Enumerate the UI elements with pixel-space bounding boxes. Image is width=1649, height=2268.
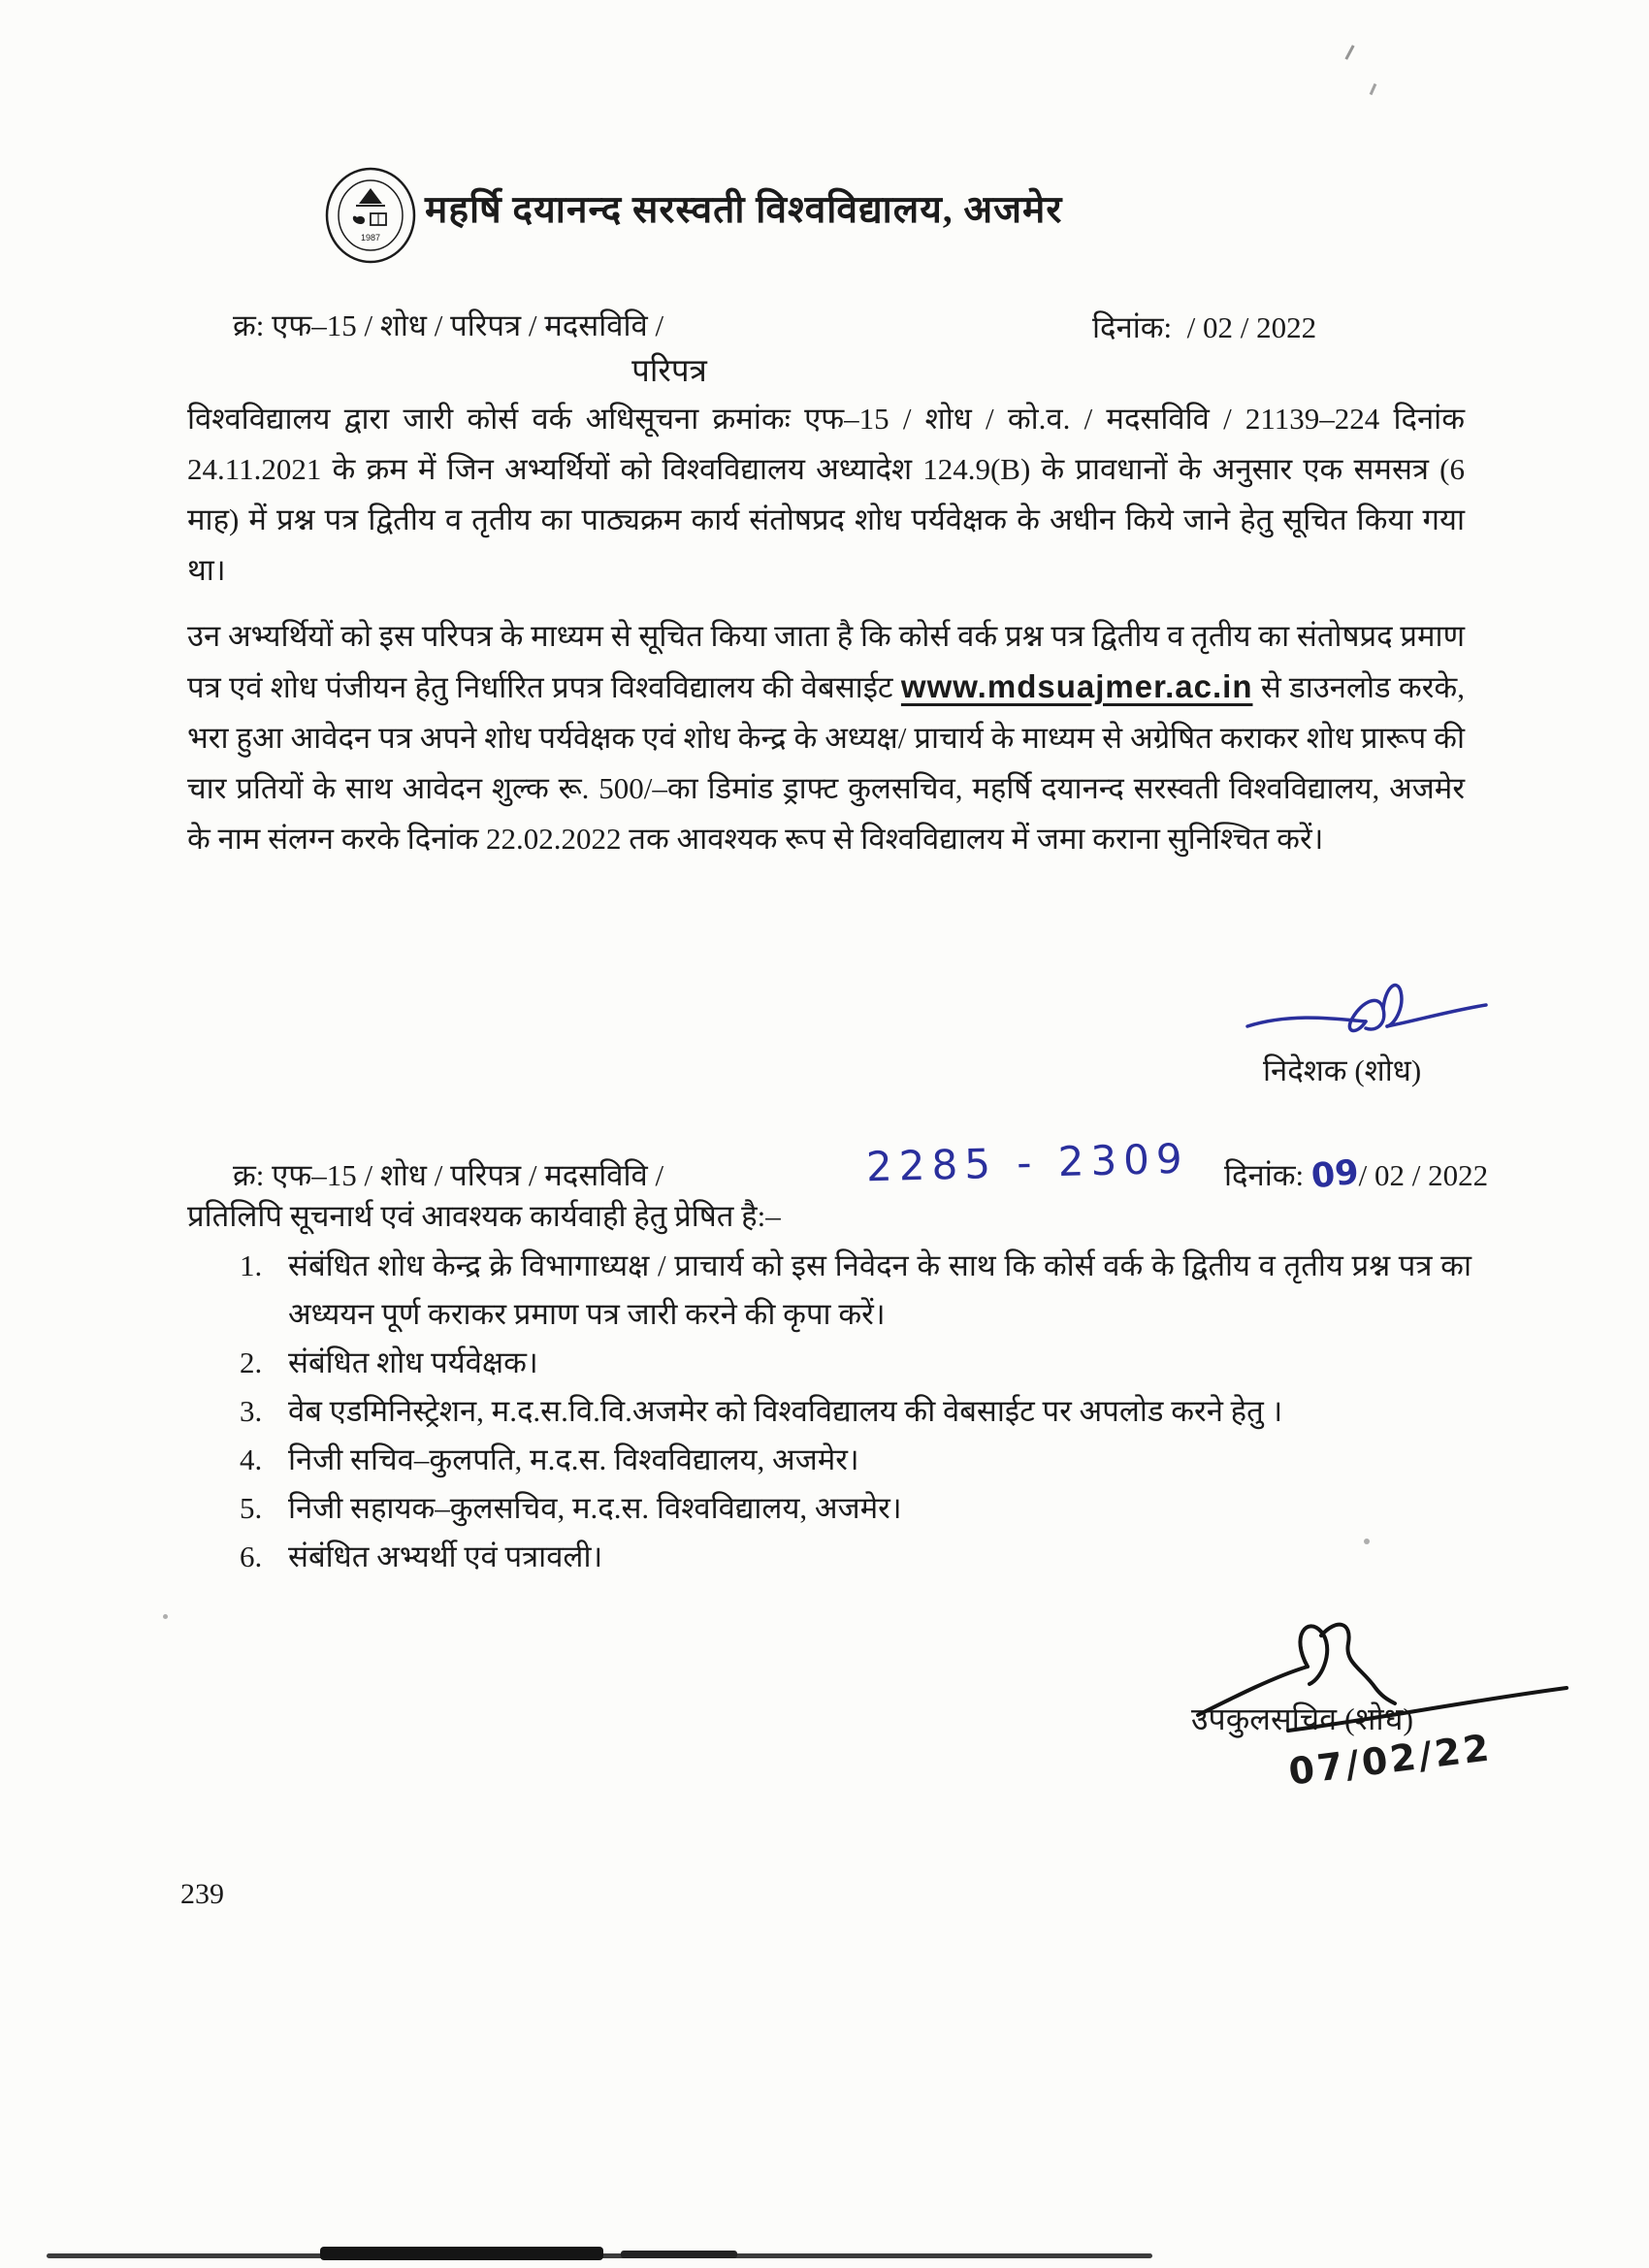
- paragraph-1: विश्वविद्यालय द्वारा जारी कोर्स वर्क अधिसूचना क्रमांकः एफ–15 / शोध / को.व. / मदसविवि / 21139–224 दिनांक 24.11.2021 के क्रम में जिन अभ्यर्थियों को विश्वविद्यालय अध्यादेश 124.9(B) के प्रावधानों के अनुसार एक समसत्र (6 माह) में प्रश्न पत्र द्वितीय व तृतीय का पाठ्यक्रम कार्य संतोषप्रद शोध पर्यवेक्षक के अधीन किये जाने हेतु सूचित किया गया था।: [187, 402, 1465, 587]
- list-item: [240, 1387, 1471, 1436]
- website-url: www.mdsuajmer.ac.in: [900, 668, 1253, 704]
- scan-artifact-blob: [320, 2247, 603, 2260]
- list-item-text: वेब एडमिनिस्ट्रेशन, म.द.स.वि.वि.अजमेर को विश्वविद्यालय की वेबसाईट पर अपलोड करने हेतु ।: [288, 1394, 1283, 1428]
- distribution-list: [240, 1242, 1471, 1581]
- signature-block-director: [1242, 976, 1494, 1102]
- list-item-text: निजी सहायक–कुलसचिव, म.द.स. विश्वविद्यालय, अजमेर।: [288, 1491, 902, 1525]
- handwritten-signature-blue: [1242, 976, 1494, 1053]
- scan-speck: [163, 1614, 168, 1619]
- list-item-number: 1.: [240, 1248, 263, 1282]
- handwritten-signature-black: [1145, 1606, 1591, 1820]
- signature-block-deputy-registrar: [1145, 1606, 1591, 1820]
- university-logo: [324, 167, 417, 264]
- page-number: 239: [180, 1878, 224, 1910]
- list-item-number: 6.: [240, 1539, 263, 1573]
- handwritten-signature-date: 07/02/22: [1286, 1726, 1495, 1794]
- list-item: [240, 1436, 1471, 1484]
- list-item-number: 5.: [240, 1491, 263, 1525]
- list-item-number: 3.: [240, 1394, 263, 1428]
- reference-number-2: क्र: एफ–15 / शोध / परिपत्र / मदसविवि /: [233, 1158, 664, 1192]
- list-item: [240, 1484, 1471, 1533]
- date-line-1: [1092, 307, 1316, 347]
- copy-note: प्रतिलिपि सूचनार्थ एवं आवश्यक कार्यवाही हेतु प्रेषित है:–: [187, 1199, 781, 1233]
- date-value-1: / 02 / 2022: [1186, 310, 1317, 344]
- scan-speck: [1344, 45, 1354, 60]
- handwritten-dispatch-number: 2285 - 2309: [865, 1134, 1190, 1191]
- scan-speck: [1370, 83, 1377, 95]
- date-label-1: दिनांक:: [1092, 310, 1173, 344]
- paragraph-2-after-url: से डाउनलोड करके, भरा हुआ आवेदन पत्र अपने शोध पर्यवेक्षक एवं शोध केन्द्र के अध्यक्ष/ प्राचार्य के माध्यम से अग्रेषित कराकर शोध प्रारूप की चार प्रतियों के साथ आवेदन शुल्क रू. 500/–का डिमांड ड्राफ्ट कुलसचिव, महर्षि दयानन्द सरस्वती विश्वविद्यालय, अजमेर के नाम संलग्न करके दिनांक 22.02.2022 तक आवश्यक रूप से विश्वविद्यालय में जमा कराना सुनिश्चित करें।: [187, 670, 1465, 856]
- university-seal-icon: [324, 167, 417, 264]
- document-title: परिपत्र: [631, 354, 707, 389]
- date-value-2: / 02 / 2022: [1358, 1158, 1489, 1192]
- list-item-text: संबंधित शोध पर्यवेक्षक।: [288, 1345, 538, 1379]
- reference-number-1: क्र: एफ–15 / शोध / परिपत्र / मदसविवि /: [233, 308, 664, 342]
- date-line-2: [1224, 1154, 1488, 1195]
- list-item: [240, 1339, 1471, 1387]
- date-label-2: दिनांक:: [1224, 1158, 1305, 1192]
- list-item: [240, 1533, 1471, 1581]
- list-item-text: निजी सचिव–कुलपति, म.द.स. विश्वविद्यालय, अजमेर।: [288, 1442, 859, 1476]
- list-item-text: संबंधित अभ्यर्थी एवं पत्रावली।: [288, 1539, 603, 1573]
- list-item: [240, 1242, 1471, 1339]
- paragraph-2-before-url: उन अभ्यर्थियों को इस परिपत्र के माध्यम से सूचित किया जाता है कि कोर्स वर्क प्रश्न पत्र द्वितीय व तृतीय का संतोषप्रद प्रमाण पत्र एवं शोध पंजीयन हेतु निर्धारित प्रपत्र विश्वविद्यालय की वेबसाईट: [187, 619, 1465, 704]
- signatory-title-director: निदेशक (शोध): [1263, 1053, 1422, 1087]
- signatory-title-deputy-registrar: उपकुलसचिव (शोध): [1191, 1701, 1414, 1736]
- paragraph-2: [187, 611, 1465, 864]
- university-name: महर्षि दयानन्द सरस्वती विश्वविद्यालय, अजमेर: [425, 189, 1063, 231]
- scan-artifact-line: [621, 2251, 737, 2258]
- scan-speck: [1364, 1539, 1370, 1544]
- seal-year: 1987: [360, 233, 381, 243]
- handwritten-day: 09: [1309, 1152, 1361, 1197]
- list-item-number: 2.: [240, 1345, 263, 1379]
- list-item-number: 4.: [240, 1442, 263, 1476]
- list-item-text: संबंधित शोध केन्द्र क्रे विभागाध्यक्ष / प्राचार्य को इस निवेदन के साथ कि कोर्स वर्क के द्वितीय व तृतीय प्रश्न पत्र का अध्ययन पूर्ण कराकर प्रमाण पत्र जारी करने की कृपा करें।: [288, 1248, 1471, 1331]
